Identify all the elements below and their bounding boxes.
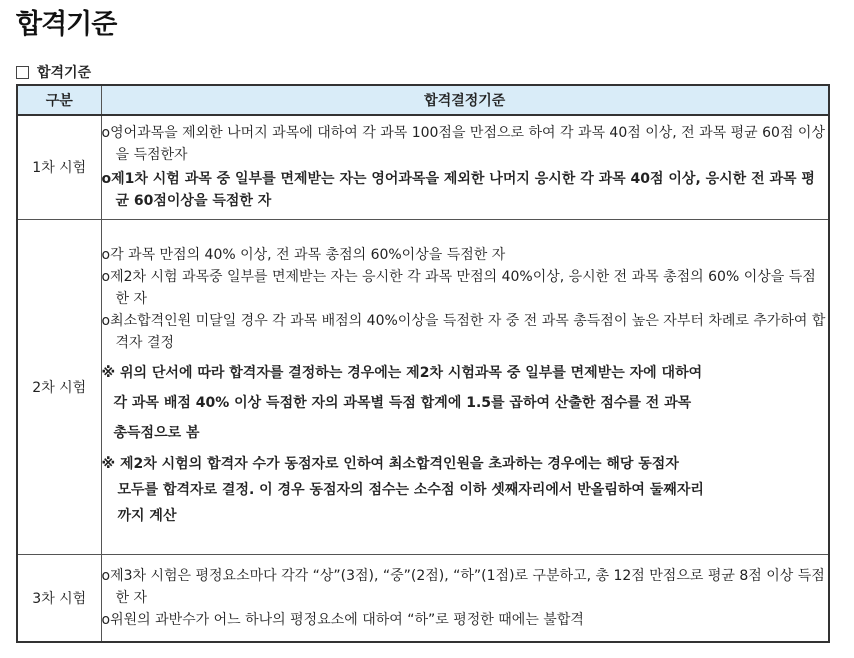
- note-line: 총득점으로 봄: [113, 424, 200, 441]
- table-row-stage2: [17, 219, 829, 554]
- note-line: 모두를 합격자로 결정. 이 경우 동점자의 점수는 소수점 이하 셋째자리에서 반올림하여 둘째자리: [117, 481, 704, 498]
- criteria-cell-stage1: [101, 115, 829, 219]
- note-block: [102, 358, 829, 448]
- criteria-table: [16, 84, 830, 643]
- note-line: 까지 계산: [117, 507, 177, 524]
- table-row-stage1: [17, 115, 829, 219]
- row-label-stage1: 1차 시험: [17, 115, 101, 219]
- criteria-cell-stage2: [101, 219, 829, 554]
- note-line: ※ 제2차 시험의 합격자 수가 동점자로 인하여 최소합격인원을 초과하는 경우에는 해당 동점자: [101, 455, 679, 472]
- note-line: 각 과목 배점 40% 이상 득점한 자의 과목별 득점 합계에 1.5를 곱하여 산출한 점수를 전 과목: [113, 394, 692, 411]
- row-label-stage2: 2차 시험: [17, 219, 101, 554]
- criteria-item: o위원의 과반수가 어느 하나의 평정요소에 대하여 “하”로 평정한 때에는 불합격: [101, 611, 584, 628]
- criteria-item: o제2차 시험 과목중 일부를 면제받는 자는 응시한 각 과목 만점의 40%이상, 응시한 전 과목 총점의 60% 이상을 득점한 자: [101, 268, 816, 307]
- criteria-item: o각 과목 만점의 40% 이상, 전 과목 총점의 60%이상을 득점한 자: [101, 246, 506, 263]
- note-line: ※ 위의 단서에 따라 합격자를 결정하는 경우에는 제2차 시험과목 중 일부를 면제받는 자에 대하여: [101, 364, 703, 381]
- criteria-cell-stage3: [101, 554, 829, 642]
- note-block: [102, 450, 829, 530]
- section-heading-label: 합격기준: [37, 65, 92, 81]
- checkbox-icon: [16, 66, 29, 79]
- criteria-item: o제3차 시험은 평정요소마다 각각 “상”(3점), “중”(2점), “하”(1점)로 구분하고, 총 12점 만점으로 평균 8점 이상 득점한 자: [101, 567, 825, 606]
- criteria-item: o최소합격인원 미달일 경우 각 과목 배점의 40%이상을 득점한 자 중 전 과목 총득점이 높은 자부터 차례로 추가하여 합격자 결정: [101, 312, 826, 351]
- criteria-item: o제1차 시험 과목 중 일부를 면제받는 자는 영어과목을 제외한 나머지 응시한 각 과목 40점 이상, 응시한 전 과목 평균 60점이상을 득점한 자: [101, 171, 815, 210]
- table-header-row: [17, 85, 829, 115]
- criteria-item: o영어과목을 제외한 나머지 과목에 대하여 각 과목 100점을 만점으로 하여 각 과목 40점 이상, 전 과목 평균 60점 이상을 득점한자: [101, 125, 825, 164]
- header-criteria: 합격결정기준: [101, 85, 829, 115]
- header-category: 구분: [17, 85, 101, 115]
- page-title: 합격기준: [16, 9, 117, 40]
- table-row-stage3: [17, 554, 829, 642]
- section-heading: [16, 62, 91, 82]
- row-label-stage3: 3차 시험: [17, 554, 101, 642]
